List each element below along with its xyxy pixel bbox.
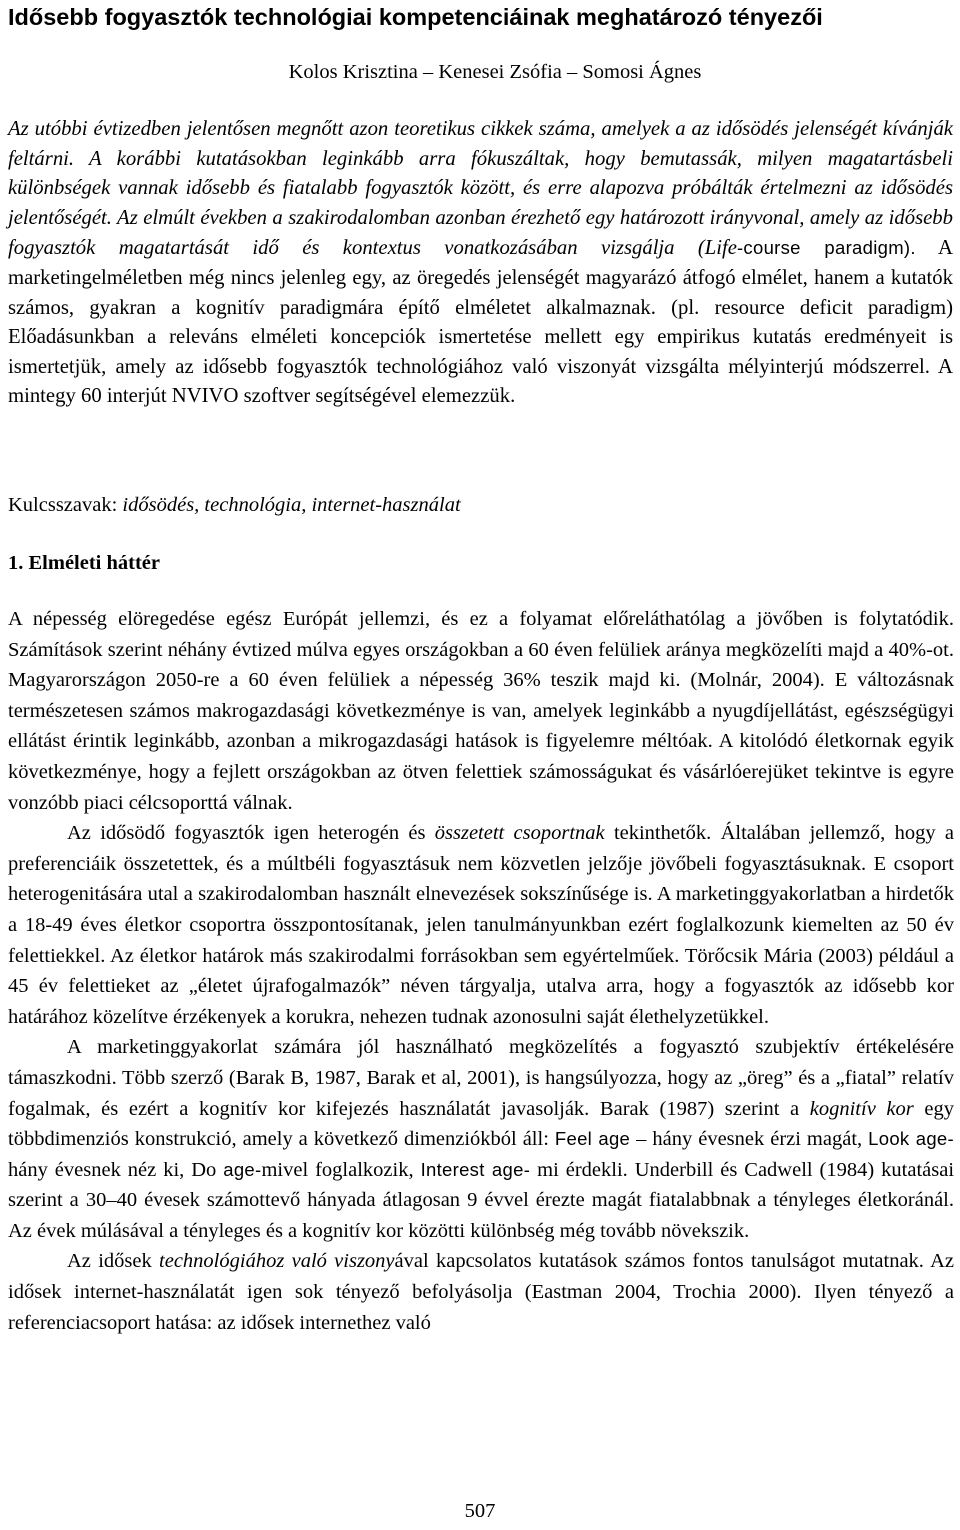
p4-emphasis: technológiához való viszony [159, 1250, 395, 1273]
keywords [8, 490, 953, 520]
p3-emphasis: kognitív kor [809, 1097, 914, 1120]
p4-text-b: ával kapcsolatos kutatások számos fontos tanulságot mutatnak. Az idősek internet-használatát igen sok tényező befolyásolja (Eastman 2004, Trochia 2000). Ilyen tényező a referenciacsoport hatása: az idősek internethez való [8, 1250, 954, 1334]
page-number: 507 [464, 1500, 496, 1522]
abstract-life-course: -course paradigm). [736, 237, 916, 259]
p3-text-d: hány évesnek néz ki, Do [8, 1158, 224, 1181]
paragraph-1: A népesség elöregedése egész Európát jellemzi, és ez a folyamat előreláthatólag a jövőben is folytatódik. Számítások szerint néhány évtized múlva egyes országokban a 60 éven felüliek aránya megközelíti majd a 40%-ot. Magyarországon 2050-re a 60 éven felüliek a népesség 36% teszik majd ki. (Molnár, 2004). E változásnak természetesen számos makrogazdasági következménye is van, amelyek leginkább a nyugdíjellátást, egészségügyi ellátást érintik leginkább, azonban a mikrogazdasági hatások is figyelemre méltóak. A kitolódó életkornak egyik következménye, hogy a fejlett országokban az ötven felettiek számosságukat és vásárlóerejüket tekintve is egyre vonzóbb piaci célcsoporttá válnak. [8, 608, 954, 814]
p3-text-a: A marketinggyakorlat számára jól használható megközelítés a fogyasztó szubjektív értékelésére támaszkodni. Több szerző (Barak B, 1987, Barak et al, 2001), is hangsúlyozza, hogy az „öreg” és a „fiatal” relatív fogalmak, és ezért a kognitív kor kifejezés használatát javasolják. Barak (1987) szerint a [8, 1036, 954, 1120]
p3-text-e: mivel foglalkozik, [261, 1158, 421, 1181]
paragraph-3 [8, 1032, 954, 1246]
paper-title: Idősebb fogyasztók technológiai kompetenciáinak meghatározó tényezői [8, 4, 823, 30]
p3-look-age: Look age- [868, 1128, 954, 1150]
keywords-values: idősödés, technológia, internet-használat [117, 494, 461, 516]
paragraph-2 [8, 818, 954, 1032]
p3-text-b: egy többdimenziós konstrukció, amely a következő dimenziókból áll: [8, 1097, 954, 1151]
abstract [8, 115, 953, 412]
p4-text-a: Az idősek [67, 1250, 160, 1273]
abstract-text-1: Az utóbbi évtizedben jelentősen megnőtt azon teoretikus cikkek száma, amelyek a az idősödés jelenségét kívánják feltárni. A korábbi kutatásokban leginkább arra fókuszáltak, hogy bemutassák, milyen magatartásbeli különbségek vannak idősebb és fiatalabb fogyasztók között, és erre alapozva próbálták értelmezni az idősödés jelentőségét. Az elmúlt években a szakirodalomban azonban érezhető egy határozott irányvonal, amely az idősebb fogyasztók magatartását idő és kontextus vonatkozásában vizsgálja (Life [8, 118, 953, 260]
paragraph-4 [8, 1246, 954, 1338]
p3-do-age: age- [223, 1158, 262, 1180]
keywords-label: Kulcsszavak: [8, 494, 118, 516]
p3-text-c: – hány évesnek érzi magát, [630, 1128, 869, 1151]
abstract-text-2: A marketingelméletben még nincs jelenleg egy, az öregedés jelenségét magyarázó átfogó elmélet, hanem a kutatók számos, gyakran a kognitív paradigmára építő elméletet alkalmaznak. (pl. resource deficit paradigm) Előadásunkban a releváns elméleti koncepciók ismertetése mellett egy empirikus kutatás eredményeit is ismertetjük, amely az idősebb fogyasztók technológiához való viszonyát vizsgálta mélyinterjú módszerrel. A mintegy 60 interjút NVIVO szoftver segítségével elemezzük. [8, 237, 953, 408]
body-text [8, 604, 954, 1338]
p3-text-f: mi érdekli. Underbill és Cadwell (1984) kutatásai szerint a 30–40 évesek számottevő hányada átlagosan 9 évvel érezte magát fiatalabbnak a tényleges életkoránál. Az évek múlásával a tényleges és a kognitív kor közötti különbség még tovább növekszik. [8, 1158, 955, 1242]
author-list: Kolos Krisztina – Kenesei Zsófia – Somosi Ágnes [288, 61, 702, 83]
p2-text-b: tekinthetők. Általában jellemző, hogy a preferenciáik összetettek, és a múltbéli fogyasztásuk nem közvetlen jelzője jövőbeli fogyasztásuknak. E csoport heterogenitására utal a szakirodalomban használt elnevezések sokszínűsége is. A marketinggyakorlatban a hirdetők a 18-49 éves életkor csoportra összpontosítanak, jelen tanulmányunkban ezért foglalkozunk kiemelten az 50 év felettiekkel. Az életkor határok más szakirodalmi forrásokban sem egyértelműek. Törőcsik Mária (2003) például a 45 év felettieket az „életet újrafogalmazók” néven tárgyalja, utalva arra, hogy a fogyasztók az idősebb kor határához közelítve érzékenyek a korukra, nehezen tudnak azonosulni saját élethelyzetükkel. [8, 822, 954, 1028]
section-heading: 1. Elméleti háttér [8, 552, 160, 574]
p3-feel-age: Feel age [554, 1128, 631, 1150]
p2-emphasis: összetett csoportnak [434, 822, 605, 845]
p3-interest-age: Interest age- [420, 1158, 531, 1180]
p2-text-a: Az idősödő fogyasztók igen heterogén és [67, 822, 435, 845]
